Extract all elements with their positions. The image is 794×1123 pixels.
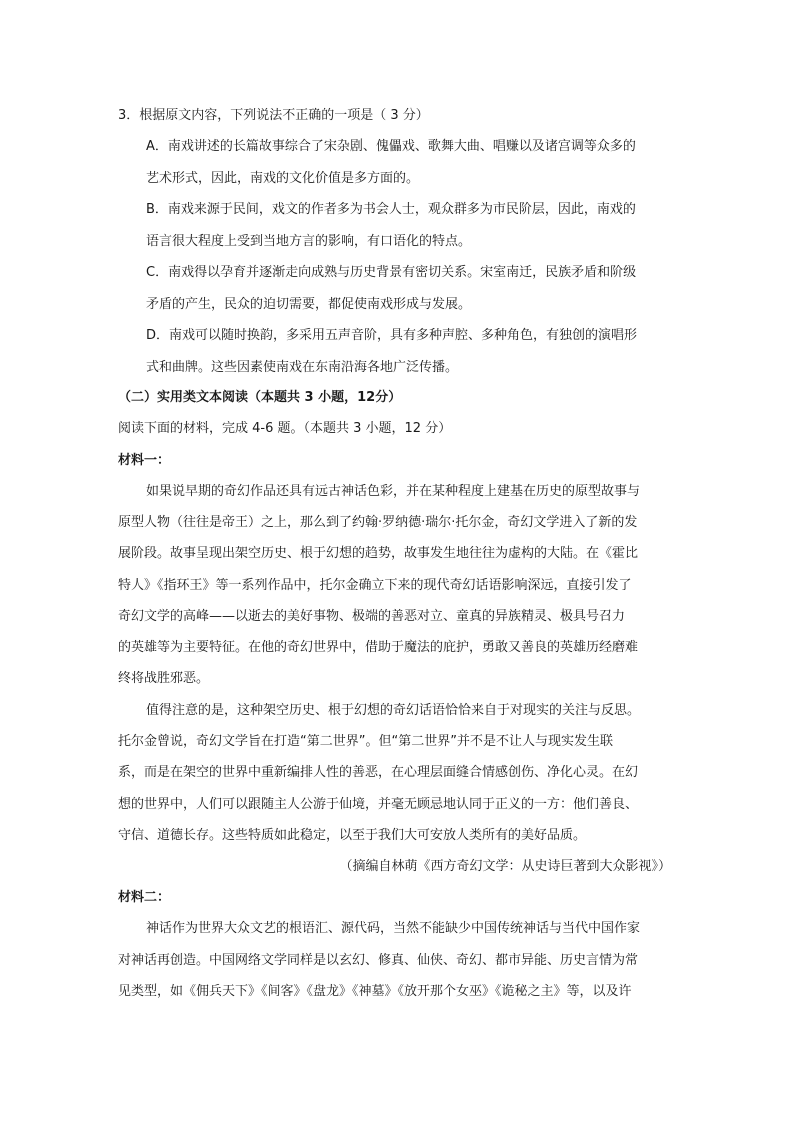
material-1-para1-line-6: 的英雄等为主要特征。在他的奇幻世界中，借助于魔法的庇护，勇敢又善良的英雄历经磨难 xyxy=(118,640,639,655)
material-1-para1-line-5: 奇幻文学的高峰——以逝去的美好事物、极端的善恶对立、童真的异族精灵、极具号召力 xyxy=(118,609,626,624)
material-1-para1-line-2: 原型人物（往往是帝王）之上，那么到了约翰·罗纳德·瑞尔·托尔金，奇幻文学进入了新的发 xyxy=(118,515,638,530)
material-1-para2-line-1: 值得注意的是，这种架空历史、根于幻想的奇幻话语恰恰来自于对现实的关注与反思。 xyxy=(146,703,641,718)
option-a-line-1: A．南戏讲述的长篇故事综合了宋杂剧、傀儡戏、歌舞大曲、唱赚以及诸宫调等众多的 xyxy=(146,139,636,154)
section-2-heading: （二）实用类文本阅读（本题共 3 小题，12分） xyxy=(118,390,402,405)
material-1-para1-line-7: 终将战胜邪恶。 xyxy=(118,671,210,686)
material-1-label: 材料一： xyxy=(118,453,171,468)
material-1-para2-line-3: 系，而是在架空的世界中重新编排人性的善恶，在心理层面缝合情感创伤、净化心灵。在幻 xyxy=(118,765,639,780)
question-3-stem: 3．根据原文内容，下列说法不正确的一项是（ 3 分） xyxy=(118,108,429,123)
material-1-para2-line-5: 守信、道德长存。这些特质如此稳定，以至于我们大可安放人类所有的美好品质。 xyxy=(118,828,587,843)
material-1-source: （摘编自林萌《西方奇幻文学：从史诗巨著到大众影视》） xyxy=(339,859,671,874)
option-b-line-1: B．南戏来源于民间，戏文的作者多为书会人士，观众群多为市民阶层，因此，南戏的 xyxy=(146,202,636,217)
material-2-para1-line-2: 对神话再创造。中国网络文学同样是以玄幻、修真、仙侠、奇幻、都市异能、历史言情为常 xyxy=(118,953,639,968)
option-c-line-1: C．南戏得以孕育并逐渐走向成熟与历史背景有密切关系。宋室南迁，民族矛盾和阶级 xyxy=(146,265,637,280)
material-2-para1-line-1: 神话作为世界大众文艺的根语汇、源代码，当然不能缺少中国传统神话与当代中国作家 xyxy=(146,921,641,936)
material-2-label: 材料二： xyxy=(118,890,171,905)
material-1-para1-line-3: 展阶段。故事呈现出架空历史、根于幻想的趋势，故事发生地往往为虚构的大陆。在《霍比 xyxy=(118,546,639,561)
option-c-line-2: 矛盾的产生，民众的迫切需要，都促使南戏形成与发展。 xyxy=(146,297,472,312)
material-2-para1-line-3: 见类型，如《佣兵天下》《间客》《盘龙》《神墓》《放开那个女巫》《诡秘之主》等，以及许 xyxy=(118,984,632,999)
material-1-para2-line-4: 想的世界中，人们可以跟随主人公游于仙境，并毫无顾忌地认同于正义的一方：他们善良、 xyxy=(118,797,639,812)
section-2-instruction: 阅读下面的材料，完成 4-6 题。（本题共 3 小题，12 分） xyxy=(118,421,452,436)
material-1-para2-line-2: 托尔金曾说，奇幻文学旨在打造“第二世界”。但“第二世界”并不是不让人与现实发生联 xyxy=(118,734,613,749)
option-b-line-2: 语言很大程度上受到当地方言的影响，有口语化的特点。 xyxy=(146,234,472,249)
material-1-para1-line-1: 如果说早期的奇幻作品还具有远古神话色彩，并在某种程度上建基在历史的原型故事与 xyxy=(146,484,641,499)
material-1-para1-line-4: 特人》《指环王》等一系列作品中，托尔金确立下来的现代奇幻话语影响深远，直接引发了 xyxy=(118,578,632,593)
option-d-line-2: 式和曲牌。这些因素使南戏在东南沿海各地广泛传播。 xyxy=(146,360,459,375)
option-a-line-2: 艺术形式，因此，南戏的文化价值是多方面的。 xyxy=(146,171,420,186)
option-d-line-1: D．南戏可以随时换韵，多采用五声音阶，具有多种声腔、多种角色，有独创的演唱形 xyxy=(146,328,638,343)
